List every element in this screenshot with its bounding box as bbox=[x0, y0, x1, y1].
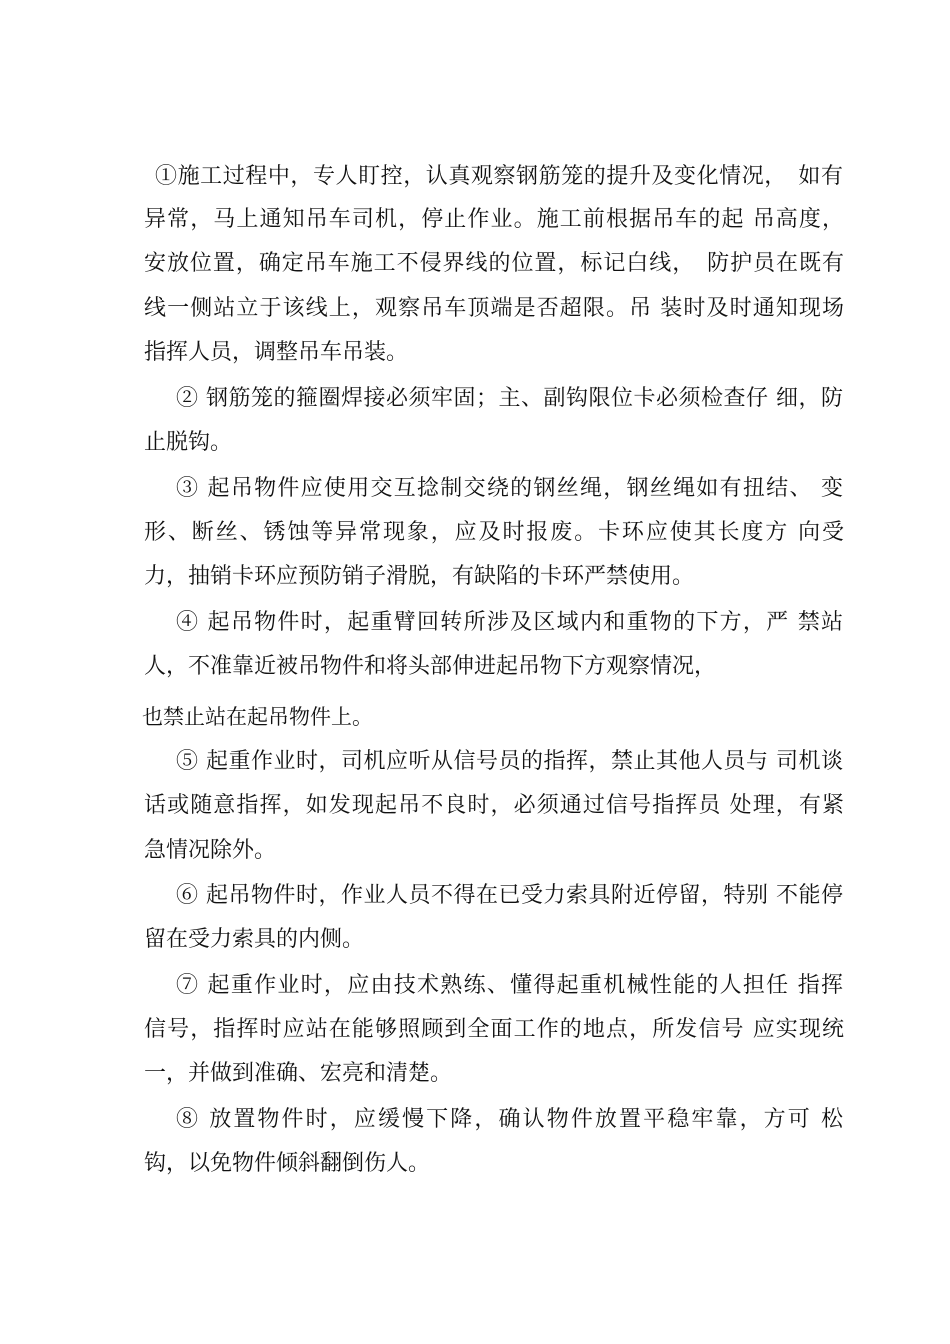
paragraph-line: ①施工过程中，专人盯控，认真观察钢筋笼的提升及变化情况， 如有 bbox=[155, 164, 843, 189]
paragraph-line: ③ 起吊物件应使用交互捻制交绕的钢丝绳，钢丝绳如有扭结、 变 bbox=[176, 476, 843, 501]
paragraph-line: 止脱钩。 bbox=[144, 430, 233, 455]
paragraph-line: 信号，指挥时应站在能够照顾到全面工作的地点，所发信号 应实现统 bbox=[144, 1017, 844, 1042]
paragraph-line: 指挥人员，调整吊车吊装。 bbox=[144, 340, 409, 365]
paragraph-line: ⑥ 起吊物件时，作业人员不得在已受力索具附近停留，特别 不能停 bbox=[176, 883, 843, 908]
paragraph-line: 也禁止站在起吊物件上。 bbox=[142, 705, 373, 729]
paragraph-line: 力，抽销卡环应预防销子滑脱，有缺陷的卡环严禁使用。 bbox=[144, 564, 695, 589]
paragraph-line: ⑦ 起重作业时，应由技术熟练、懂得起重机械性能的人担任 指挥 bbox=[176, 973, 843, 998]
paragraph-line: ⑧ 放置物件时，应缓慢下降，确认物件放置平稳牢靠，方可 松 bbox=[176, 1107, 843, 1132]
paragraph-line: 钩，以免物件倾斜翻倒伤人。 bbox=[144, 1151, 431, 1176]
paragraph-line: 安放位置，确定吊车施工不侵界线的位置，标记白线， 防护员在既有 bbox=[144, 251, 844, 276]
paragraph-line: 人，不准靠近被吊物件和将头部伸进起吊物下方观察情况， bbox=[144, 654, 717, 679]
paragraph-line: ④ 起吊物件时，起重臂回转所涉及区域内和重物的下方，严 禁站 bbox=[176, 610, 843, 635]
paragraph-line: 线一侧站立于该线上，观察吊车顶端是否超限。吊 装时及时通知现场 bbox=[144, 296, 844, 321]
paragraph-line: 留在受力索具的内侧。 bbox=[144, 927, 365, 952]
paragraph-line: 话或随意指挥，如发现起吊不良时，必须通过信号指挥员 处理，有紧 bbox=[144, 793, 844, 818]
paragraph-line: 异常，马上通知吊车司机，停止作业。施工前根据吊车的起 吊高度， bbox=[144, 207, 844, 232]
paragraph-line: 形、断丝、锈蚀等异常现象，应及时报废。卡环应使其长度方 向受 bbox=[144, 520, 844, 545]
paragraph-line: ⑤ 起重作业时，司机应听从信号员的指挥，禁止其他人员与 司机谈 bbox=[176, 749, 843, 774]
paragraph-line: 急情况除外。 bbox=[144, 838, 277, 863]
paragraph-line: ② 钢筋笼的箍圈焊接必须牢固；主、副钩限位卡必须检查仔 细，防 bbox=[176, 386, 843, 411]
paragraph-line: 一，并做到准确、宏亮和清楚。 bbox=[144, 1061, 453, 1086]
